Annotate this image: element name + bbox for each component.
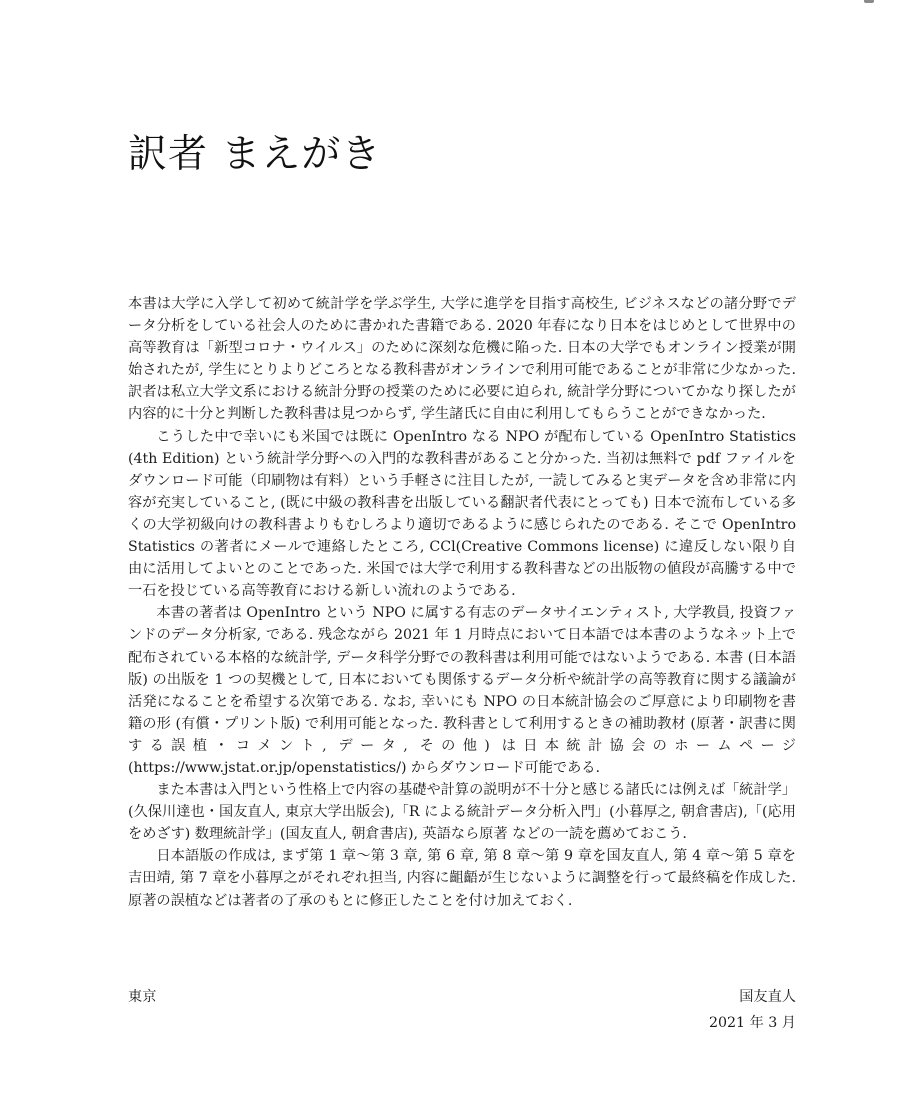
paragraph-5: 日本語版の作成は, まず第 1 章〜第 3 章, 第 6 章, 第 8 章〜第 9 章を国友直人, 第 4 章〜第 5 章を吉田靖, 第 7 章を小暮厚之がそれぞれ担当, 内容に齟齬が生じないように調整を行って最終稿を作成した. 原著の誤植などは著者の了承のもとに修正したことを付け加えておく.: [128, 848, 796, 909]
paragraph-4: また本書は入門という性格上で内容の基礎や計算の説明が不十分と感じる諸氏には例えば「統計学」(久保川達也・国友直人, 東京大学出版会),「R による統計データ分析入門」(小暮厚之, 朝倉書店),「(応用をめざす) 数理統計学」(国友直人, 朝倉書店), 英語なら原著 などの一読を薦めておこう.: [128, 782, 796, 843]
page-title: 訳者 まえがき: [128, 132, 382, 177]
preface-body: [128, 293, 796, 912]
date-label: 2021 年 3 月: [708, 1015, 796, 1031]
author-name: 国友直人: [739, 989, 796, 1005]
place-label: 東京: [128, 989, 157, 1005]
paragraph-2: こうした中で幸いにも米国では既に OpenIntro なる NPO が配布している OpenIntro Statistics (4th Edition) という統計学分野への入門的な教科書があること分かった. 当初は無料で pdf ファイルをダウンロード可能（印刷物は有料）という手軽さに注目したが, 一読してみると実データを含め非常に内容が充実していること, (既に中級の教科書を出版している翻訳者代表にとっても) 日本で流布している多くの大学初級向けの教科書よりもむしろより適切であるように感じられたのである. そこで OpenIntro Statistics の著者にメールで連絡したところ, CCl(Creative Commons license) に違反しない限り自由に活用してよいとのことであった. 米国では大学で利用する教科書などの出版物の値段が高騰する中で一石を投じている高等教育における新しい流れのようである.: [128, 428, 796, 600]
paragraph-3: 本書の著者は OpenIntro という NPO に属する有志のデータサイエンティスト, 大学教員, 投資ファンドのデータ分析家, である. 残念ながら 2021 年 1 月時点において日本語では本書のようなネット上で配布されている本格的な統計学, データ科学分野での教科書は利用可能ではないようである. 本書 (日本語版) の出版を 1 つの契機として, 日本においても関係するデータ分析や統計学の高等教育に関する議論が活発になることを希望する次第である. なお, 幸いにも NPO の日本統計協会のご厚意により印刷物を書籍の形 (有償・プリント版) で利用可能となった. 教科書として利用するときの補助教材 (原著・訳書に関する誤植・コメント, データ, その他) は日本統計協会のホームページ (https://www.jstat.or.jp/openstatistics/) からダウンロード可能である.: [128, 605, 796, 776]
page-corner-mark: [864, 0, 874, 3]
paragraph-1: 本書は大学に入学して初めて統計学を学ぶ学生, 大学に進学を目指す高校生, ビジネスなどの諸分野でデータ分析をしている社会人のために書かれた書籍である. 2020 年春になり日本をはじめとして世界中の高等教育は「新型コロナ・ウイルス」のために深刻な危機に陥った. 日本の大学でもオンライン授業が開始されたが, 学生にとりよりどころとなる教科書がオンラインで利用可能であることが非常に少なかった. 訳者は私立大学文系における統計分野の授業のために必要に迫られ, 統計学分野についてかなり探したが内容的に十分と判断した教科書は見つからず, 学生諸氏に自由に利用してもらうことができなかった.: [128, 296, 796, 423]
